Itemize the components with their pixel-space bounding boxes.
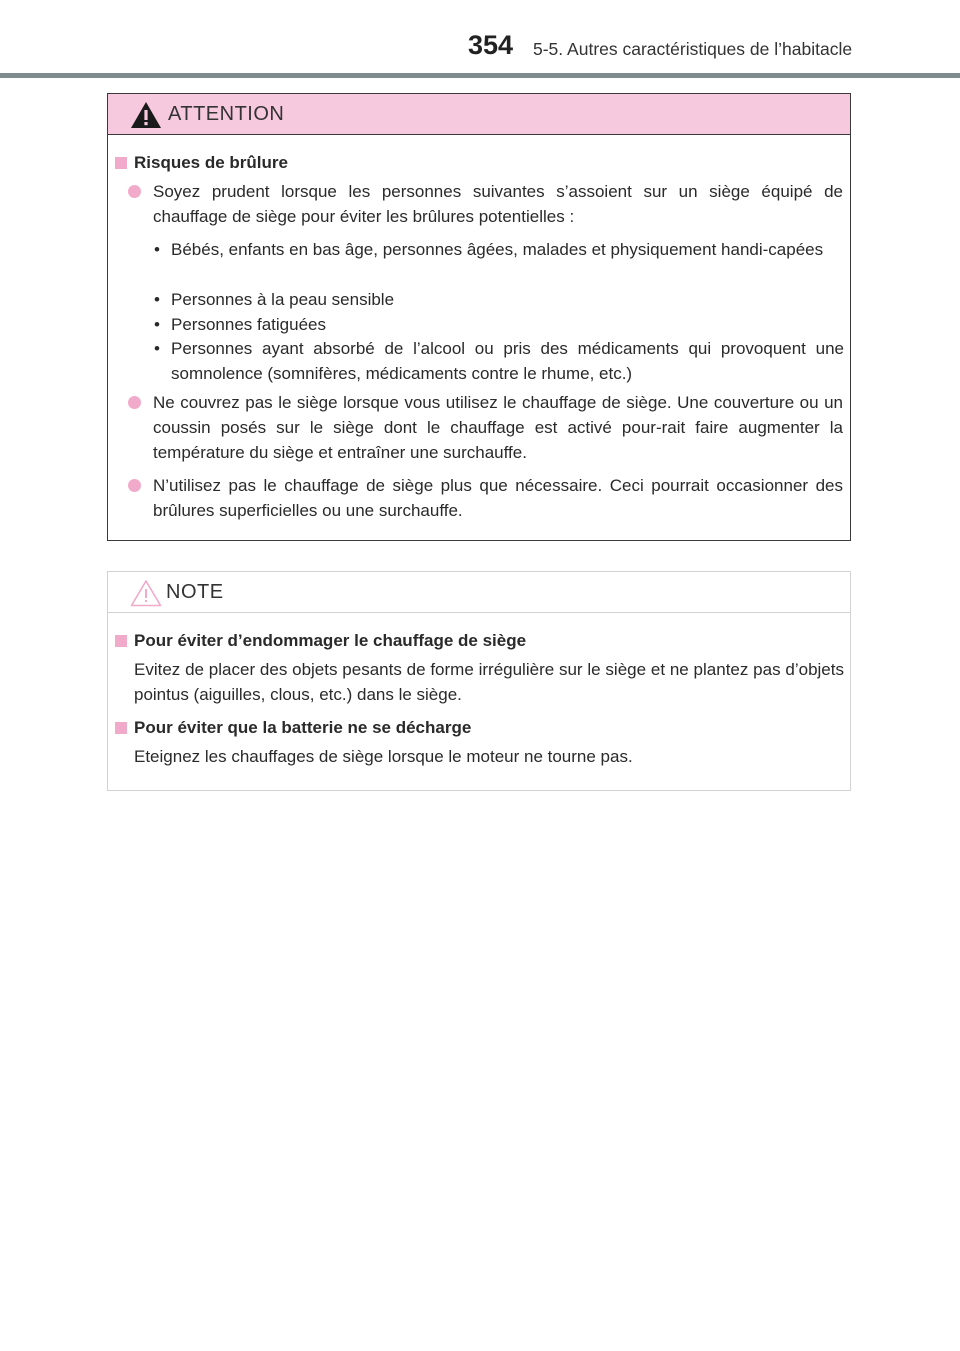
small-bullet-icon: • bbox=[154, 290, 160, 309]
small-bullet-icon: • bbox=[154, 339, 160, 358]
note-heading-text: Pour éviter que la batterie ne se décharge bbox=[134, 718, 472, 737]
header-divider bbox=[0, 73, 960, 78]
page-number: 354 bbox=[468, 30, 514, 60]
attention-label: ATTENTION bbox=[168, 103, 285, 125]
sub-item-text: Personnes ayant absorbé de l’alcool ou pris des médicaments qui provoquent une somnolence (somnifères, médicaments contre le rhume, etc.) bbox=[171, 339, 844, 383]
sub-item-text: Personnes à la peau sensible bbox=[171, 290, 395, 309]
attention-header bbox=[108, 94, 850, 135]
attention-box bbox=[107, 93, 851, 541]
note-header bbox=[108, 572, 850, 613]
sub-item-text: Personnes fatiguées bbox=[171, 315, 326, 334]
page-header bbox=[0, 0, 960, 80]
sub-item-text: Bébés, enfants en bas âge, personnes âgées, malades et physiquement handi-capées bbox=[171, 240, 824, 259]
square-bullet-icon bbox=[115, 157, 127, 169]
note-paragraph: Evitez de placer des objets pesants de forme irrégulière sur le siège et ne plantez pas d’objets pointus (aiguilles, clous, etc.) dans le siège. bbox=[134, 660, 844, 704]
bullet-text: Ne couvrez pas le siège lorsque vous utilisez le chauffage de siège. Une couverture ou un coussin posés sur le siège dont le chauffage est activé pour-rait faire augmenter la température du siège et entraîner une surchauffe. bbox=[153, 393, 843, 462]
attention-heading-text: Risques de brûlure bbox=[134, 153, 288, 172]
circle-bullet-icon bbox=[128, 479, 141, 492]
square-bullet-icon bbox=[115, 635, 127, 647]
small-bullet-icon: • bbox=[154, 315, 160, 334]
circle-bullet-icon bbox=[128, 396, 141, 409]
circle-bullet-icon bbox=[128, 185, 141, 198]
caution-triangle-outline-icon bbox=[130, 579, 162, 607]
note-paragraph: Eteignez les chauffages de siège lorsque le moteur ne tourne pas. bbox=[134, 747, 633, 766]
bullet-text: Soyez prudent lorsque les personnes suivantes s’assoient sur un siège équipé de chauffage de siège pour éviter les brûlures potentielles : bbox=[153, 182, 843, 226]
note-heading-text: Pour éviter d’endommager le chauffage de siège bbox=[134, 631, 527, 650]
note-label: NOTE bbox=[166, 581, 224, 603]
note-box bbox=[107, 571, 851, 791]
warning-triangle-icon bbox=[130, 101, 162, 129]
small-bullet-icon: • bbox=[154, 240, 160, 259]
section-title: 5-5. Autres caractéristiques de l’habitacle bbox=[533, 39, 853, 59]
square-bullet-icon bbox=[115, 722, 127, 734]
bullet-text: N’utilisez pas le chauffage de siège plus que nécessaire. Ceci pourrait occasionner des brûlures superficielles ou une surchauffe. bbox=[153, 476, 843, 520]
